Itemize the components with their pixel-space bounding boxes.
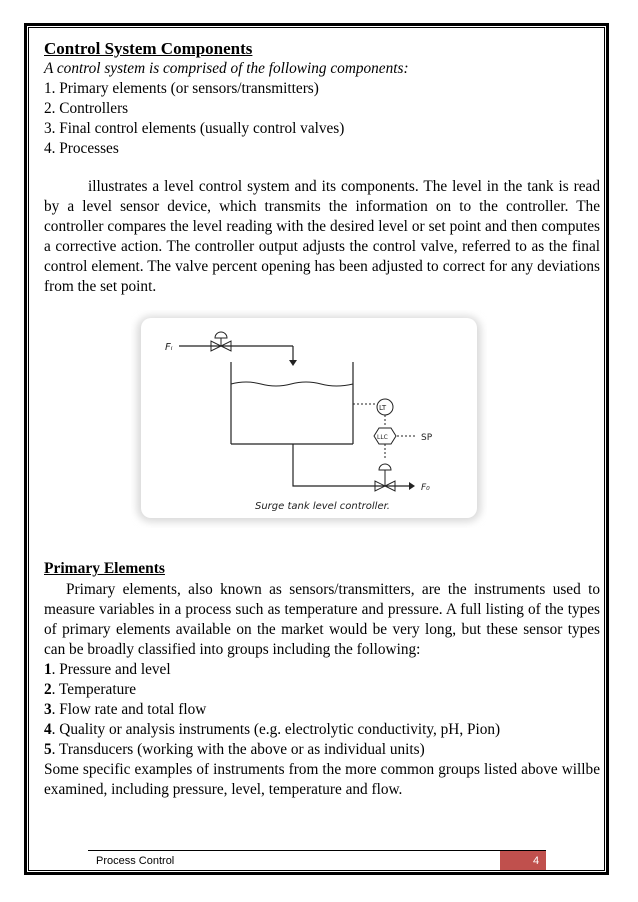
section-title: Primary Elements xyxy=(44,560,165,577)
section-primary-elements xyxy=(44,580,600,800)
level-transmitter-icon xyxy=(377,399,393,415)
svg-text:LT: LT xyxy=(379,404,387,412)
svg-text:LLC: LLC xyxy=(377,434,388,441)
primary-paragraph: Primary elements, also known as sensors/transmitters, are the instruments used to measure variables in a process such as temperature and pressure. A full listing of the types of primary elements available on the market would be very long, but these sensor types can be broadly classified into groups including the following: xyxy=(44,581,600,658)
section-control-system xyxy=(44,38,600,297)
level-controller-icon xyxy=(374,428,396,444)
figure-caption: Surge tank level controller. xyxy=(255,501,390,512)
section-title: Control System Components xyxy=(44,39,253,58)
list-item: 2. Controllers xyxy=(44,100,129,117)
list-item: 5. Transducers (working with the above or as individual units) xyxy=(44,741,425,758)
surge-tank-diagram xyxy=(131,310,487,528)
outlet-label: F₀ xyxy=(421,483,430,493)
list-item: 4. Quality or analysis instruments (e.g. electrolytic conductivity, pH, Pion) xyxy=(44,721,501,738)
surge-tank-figure xyxy=(131,310,487,528)
list-item: 3. Flow rate and total flow xyxy=(44,701,207,718)
list-item: 3. Final control elements (usually control valves) xyxy=(44,120,345,137)
page-number: 4 xyxy=(533,855,540,867)
inlet-label: Fᵢ xyxy=(165,342,173,353)
setpoint-label: SP xyxy=(421,433,433,443)
list-item: 4. Processes xyxy=(44,140,119,157)
footer-divider xyxy=(88,850,546,851)
footer-title: Process Control xyxy=(96,855,175,867)
list-item: 2. Temperature xyxy=(44,681,137,698)
list-item: 1. Pressure and level xyxy=(44,661,171,678)
description-paragraph: illustrates a level control system and its components. The level in the tank is read by a level sensor device, which transmits the information on to the controller. The controller compares the level reading with the desired level or set point and then computes a corrective action. The controller output adjusts the control valve, referred to as the final control element. The valve percent opening has been adjusted to correct for any deviations from the set point. xyxy=(44,178,600,295)
closing-paragraph: Some specific examples of instruments from the more common groups listed above willbe examined, including pressure, level, temperature and flow. xyxy=(44,761,600,798)
intro-text: A control system is comprised of the following components: xyxy=(44,60,409,77)
list-item: 1. Primary elements (or sensors/transmitters) xyxy=(44,80,319,97)
